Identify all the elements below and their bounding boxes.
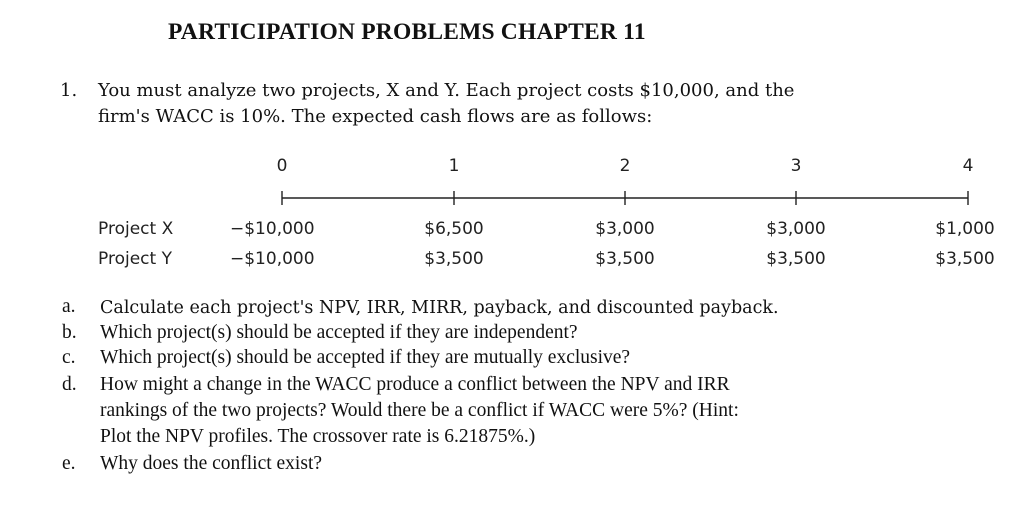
question-text-line-1: You must analyze two projects, X and Y. Each project costs $10,000, and the <box>98 80 795 101</box>
period-label-3: 3 <box>790 156 802 176</box>
period-label-4: 4 <box>962 156 974 176</box>
project-y-flow-1: $3,500 <box>424 249 484 269</box>
period-label-0: 0 <box>276 156 288 176</box>
period-label-2: 2 <box>619 156 631 176</box>
subquestion-b-text: Which project(s) should be accepted if they are independent? <box>100 322 578 343</box>
project-x-flow-0: −$10,000 <box>230 219 315 239</box>
subquestion-b-letter: b. <box>62 322 77 343</box>
project-x-flow-2: $3,000 <box>595 219 655 239</box>
project-x-flow-4: $1,000 <box>935 219 995 239</box>
project-y-flow-3: $3,500 <box>766 249 826 269</box>
page-title: PARTICIPATION PROBLEMS CHAPTER 11 <box>168 19 646 45</box>
subquestion-d-text-line-1: How might a change in the WACC produce a conflict between the NPV and IRR <box>100 374 730 395</box>
question-text-line-2: firm's WACC is 10%. The expected cash flows are as follows: <box>98 106 653 127</box>
project-y-label: Project Y <box>98 249 172 269</box>
subquestion-d-letter: d. <box>62 374 77 395</box>
project-y-flow-4: $3,500 <box>935 249 995 269</box>
project-x-label: Project X <box>98 219 174 239</box>
project-y-flow-2: $3,500 <box>595 249 655 269</box>
question-number: 1. <box>60 80 78 101</box>
subquestion-a-text: Calculate each project's NPV, IRR, MIRR, payback, and discounted payback. <box>100 298 779 318</box>
subquestion-a-letter: a. <box>62 296 76 317</box>
subquestion-c-letter: c. <box>62 347 76 368</box>
project-y-flow-0: −$10,000 <box>230 249 315 269</box>
subquestion-e-text: Why does the conflict exist? <box>100 453 323 474</box>
project-x-flow-3: $3,000 <box>766 219 826 239</box>
subquestion-d-text-line-2: rankings of the two projects? Would there be a conflict if WACC were 5%? (Hint: <box>100 400 739 421</box>
subquestion-d-text-line-3: Plot the NPV profiles. The crossover rate is 6.21875%.) <box>100 426 536 447</box>
subquestion-e-letter: e. <box>62 453 76 474</box>
project-x-flow-1: $6,500 <box>424 219 484 239</box>
period-label-1: 1 <box>448 156 460 176</box>
subquestion-c-text: Which project(s) should be accepted if they are mutually exclusive? <box>100 347 631 368</box>
